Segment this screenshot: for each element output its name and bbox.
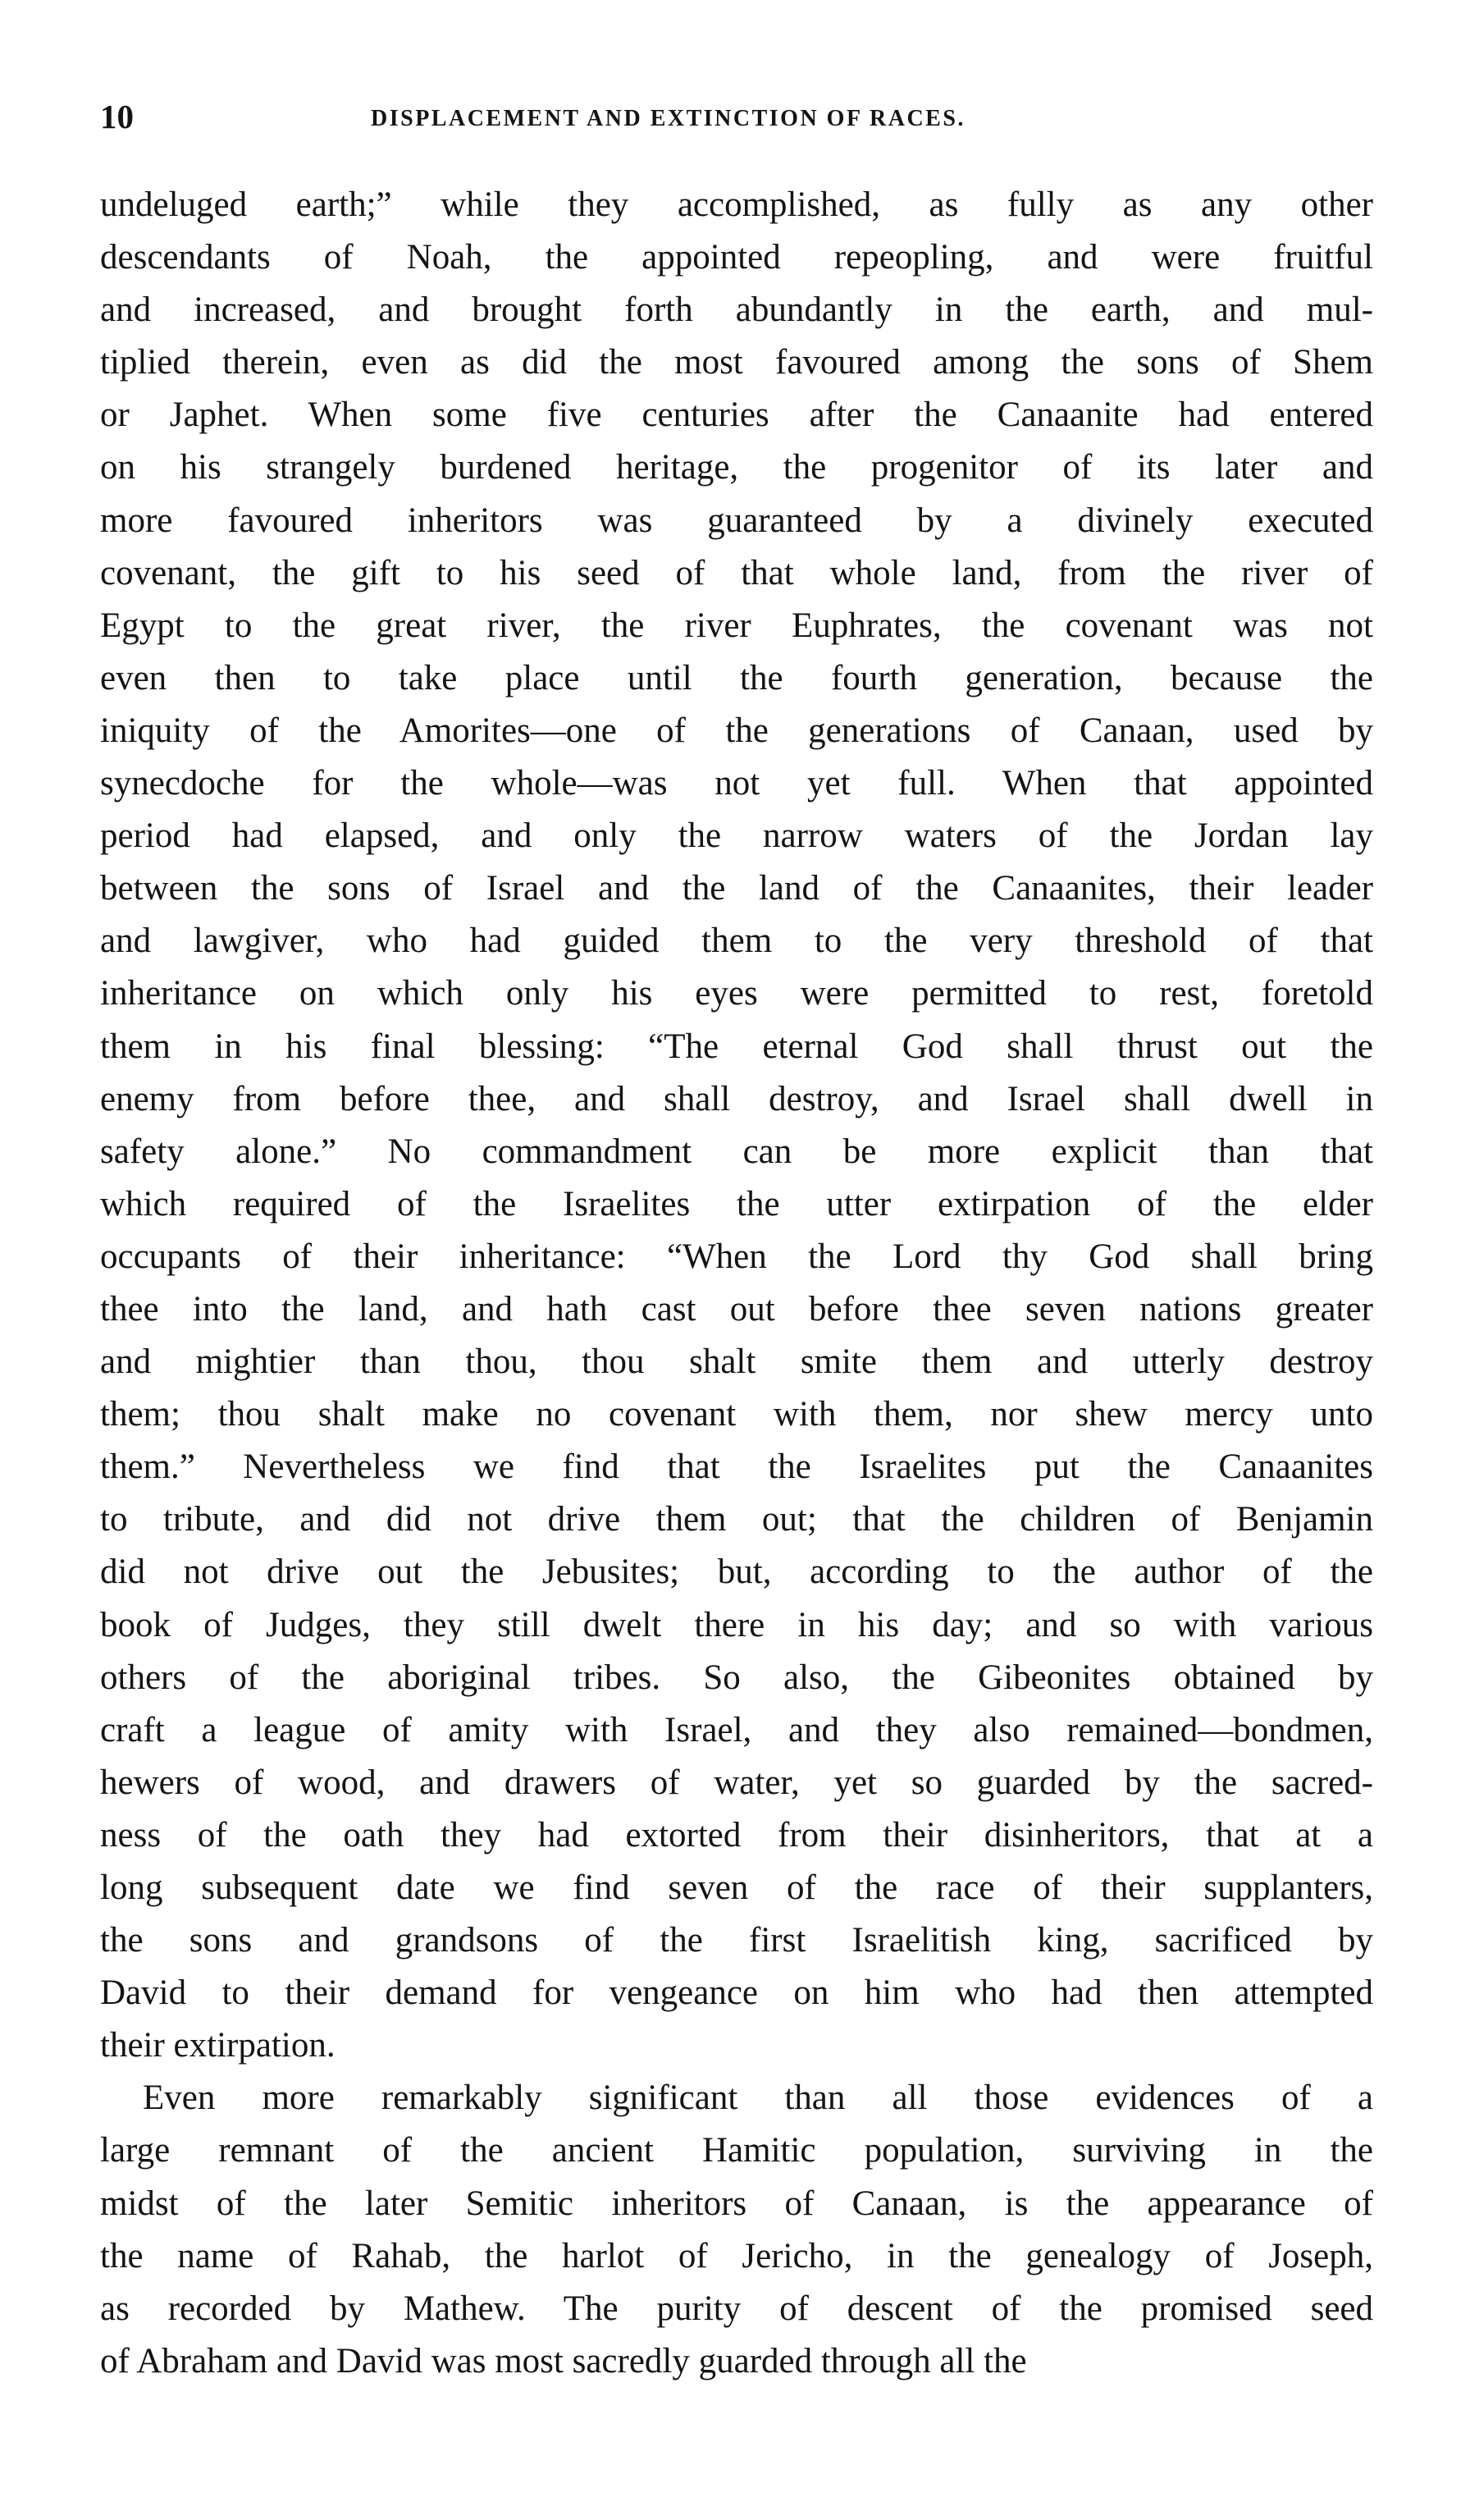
body-text [100, 179, 1373, 2388]
text-line: large remnant of the ancient Hamitic population, surviving in the [100, 2131, 1373, 2170]
text-line: safety alone.” No commandment can be more explicit than that [100, 1132, 1373, 1171]
text-line: and increased, and brought forth abundantly in the earth, and mul- [100, 290, 1373, 330]
text-line: covenant, the gift to his seed of that whole land, from the river of [100, 553, 1373, 592]
text-line: enemy from before thee, and shall destroy, and Israel shall dwell in [100, 1079, 1373, 1118]
text-line: them in his final blessing: “The eternal God shall thrust out the [100, 1027, 1373, 1066]
text-line: others of the aboriginal tribes. So also, the Gibeonites obtained by [100, 1658, 1373, 1697]
text-line: the sons and grandsons of the first Israelitish king, sacrificed by [100, 1921, 1373, 1960]
text-line: undeluged earth;” while they accomplished, as fully as any other [100, 185, 1373, 224]
text-line: or Japhet. When some five centuries after the Canaanite had entered [100, 396, 1373, 435]
page-number: 10 [100, 98, 134, 135]
text-line: them; thou shalt make no covenant with them, nor shew mercy unto [100, 1395, 1373, 1434]
text-line: as recorded by Mathew. The purity of descent of the promised seed [100, 2289, 1373, 2328]
text-line: and lawgiver, who had guided them to the very threshold of that [100, 922, 1373, 961]
text-line: Egypt to the great river, the river Euphrates, the covenant was not [100, 606, 1373, 645]
paragraph-1 [100, 179, 1373, 2072]
text-line: long subsequent date we find seven of the race of their supplanters, [100, 1868, 1373, 1907]
text-line: midst of the later Semitic inheritors of Canaan, is the appearance of [100, 2184, 1373, 2223]
text-line: David to their demand for vengeance on him who had then attempted [100, 1973, 1373, 2013]
text-line: and mightier than thou, thou shalt smite them and utterly destroy [100, 1342, 1373, 1382]
text-line: iniquity of the Amorites—one of the generations of Canaan, used by [100, 711, 1373, 750]
paragraph-2 [100, 2072, 1373, 2388]
text-line: the name of Rahab, the harlot of Jericho, in the genealogy of Joseph, [100, 2236, 1373, 2275]
text-line: descendants of Noah, the appointed repeopling, and were fruitful [100, 238, 1373, 277]
text-line: inheritance on which only his eyes were permitted to rest, foretold [100, 974, 1373, 1013]
text-line: ness of the oath they had extorted from their disinheritors, that at a [100, 1815, 1373, 1855]
text-line: book of Judges, they still dwelt there in his day; and so with various [100, 1605, 1373, 1644]
text-line: occupants of their inheritance: “When the Lord thy God shall bring [100, 1237, 1373, 1276]
text-line: synecdoche for the whole—was not yet full. When that appointed [100, 764, 1373, 803]
running-head [100, 97, 1373, 146]
text-line: between the sons of Israel and the land of the Canaanites, their leader [100, 869, 1373, 908]
text-line: thee into the land, and hath cast out before thee seven nations greater [100, 1289, 1373, 1329]
text-line: of Abraham and David was most sacredly guarded through all the [100, 2341, 1027, 2381]
text-line: tiplied therein, even as did the most favoured among the sons of Shem [100, 343, 1373, 382]
text-line: Even more remarkably significant than all those evidences of a [143, 2079, 1373, 2118]
running-title: DISPLACEMENT AND EXTINCTION OF RACES. [371, 106, 966, 131]
book-page [100, 97, 1373, 2388]
text-line: their extirpation. [100, 2026, 336, 2065]
text-line: hewers of wood, and drawers of water, yet so guarded by the sacred- [100, 1763, 1373, 1802]
text-line: on his strangely burdened heritage, the progenitor of its later and [100, 448, 1373, 487]
text-line: even then to take place until the fourth generation, because the [100, 658, 1373, 697]
text-line: craft a league of amity with Israel, and they also remained—bondmen, [100, 1710, 1373, 1749]
text-line: them.” Nevertheless we find that the Israelites put the Canaanites [100, 1448, 1373, 1487]
text-line: more favoured inheritors was guaranteed by a divinely executed [100, 501, 1373, 540]
text-line: to tribute, and did not drive them out; that the children of Benjamin [100, 1500, 1373, 1539]
text-line: which required of the Israelites the utter extirpation of the elder [100, 1184, 1373, 1223]
text-line: did not drive out the Jebusites; but, according to the author of the [100, 1553, 1373, 1592]
text-line: period had elapsed, and only the narrow waters of the Jordan lay [100, 816, 1373, 856]
